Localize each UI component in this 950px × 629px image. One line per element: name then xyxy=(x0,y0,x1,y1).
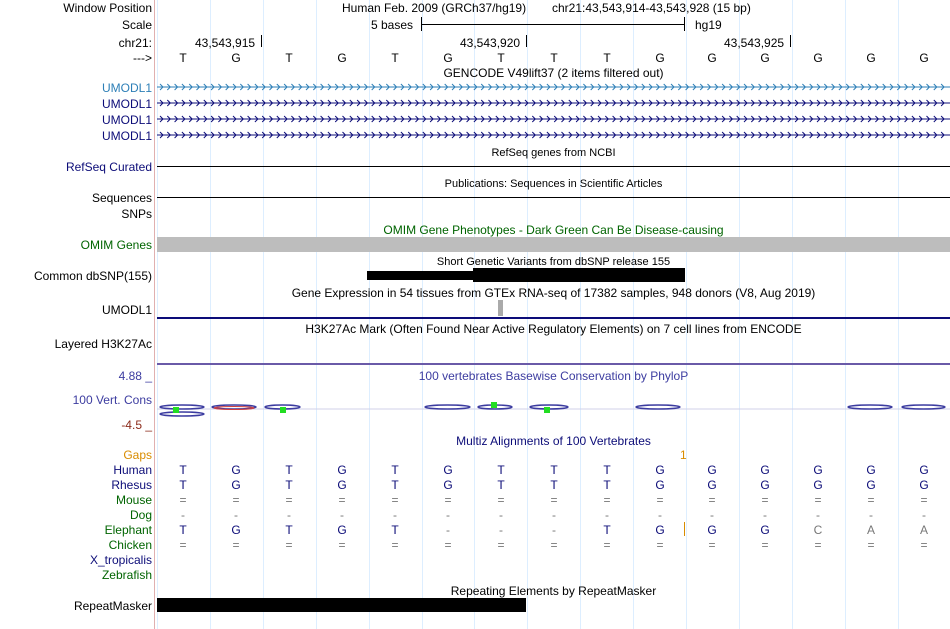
alignment-base: G xyxy=(337,478,347,492)
alignment-base: G xyxy=(866,463,876,477)
phylop-score-mark xyxy=(425,405,470,409)
position-readout: chr21:43,543,914-43,543,928 (15 bp) xyxy=(552,1,751,15)
alignment-base: G xyxy=(231,478,241,492)
alignment-base: - xyxy=(499,508,503,522)
alignment-base: - xyxy=(340,508,344,522)
alignment-base: = xyxy=(338,538,346,552)
alignment-base: T xyxy=(603,478,611,492)
gtex-gene-line xyxy=(157,317,950,319)
strand-label: ---> xyxy=(133,51,152,65)
alignment-base: = xyxy=(285,493,293,507)
scale-label: Scale xyxy=(121,18,152,32)
multiz-title[interactable]: Multiz Alignments of 100 Vertebrates xyxy=(456,434,651,448)
alignment-base: G xyxy=(443,463,453,477)
gencode-item-1[interactable]: UMODL1 xyxy=(101,81,152,95)
alignment-base: T xyxy=(179,523,187,537)
reference-base: G xyxy=(760,51,770,65)
alignment-base: G xyxy=(866,478,876,492)
repeatmasker-title[interactable]: Repeating Elements by RepeatMasker xyxy=(450,584,657,598)
assembly-name: Human Feb. 2009 (GRCh37/hg19) xyxy=(342,1,527,15)
coord-label-2: 43,543,920 xyxy=(460,36,521,50)
alignment-base: T xyxy=(285,478,293,492)
reference-base: T xyxy=(550,51,558,65)
alignment-base: G xyxy=(231,523,241,537)
omim-title[interactable]: OMIM Gene Phenotypes - Dark Green Can Be Disease-causing xyxy=(383,223,724,237)
phylop-peak-mark xyxy=(280,407,286,413)
reference-base: T xyxy=(285,51,293,65)
alignment-base: - xyxy=(658,508,662,522)
reference-base: G xyxy=(919,51,929,65)
alignment-base: = xyxy=(761,538,769,552)
h3k27ac-baseline xyxy=(157,363,950,365)
gencode-item-2[interactable]: UMODL1 xyxy=(101,97,152,111)
alignment-base: G xyxy=(760,523,770,537)
alignment-base: T xyxy=(391,523,399,537)
phylop-top-value: 4.88 _ xyxy=(118,369,152,383)
alignment-base: G xyxy=(655,523,665,537)
publications-label[interactable]: Sequences xyxy=(91,191,152,205)
alignment-base: G xyxy=(760,478,770,492)
alignment-base: - xyxy=(816,508,820,522)
alignment-base: = xyxy=(814,493,822,507)
refseq-label[interactable]: RefSeq Curated xyxy=(65,160,152,174)
reference-base: T xyxy=(497,51,505,65)
phylop-score-mark xyxy=(902,405,945,409)
alignment-base: = xyxy=(497,493,505,507)
phylop-label[interactable]: 100 Vert. Cons xyxy=(72,393,152,407)
phylop-score-mark xyxy=(160,405,204,409)
h3k27ac-label[interactable]: Layered H3K27Ac xyxy=(54,337,152,351)
alignment-base: G xyxy=(707,478,717,492)
alignment-base: = xyxy=(179,493,187,507)
gencode-item-3[interactable]: UMODL1 xyxy=(101,113,152,127)
alignment-base: T xyxy=(550,478,558,492)
phylop-peak-mark xyxy=(173,407,179,413)
snps-label[interactable]: SNPs xyxy=(121,207,152,221)
reference-base: G xyxy=(337,51,347,65)
phylop-peak-mark xyxy=(544,407,550,413)
species-label[interactable]: Human xyxy=(113,463,152,477)
alignment-base: G xyxy=(655,478,665,492)
alignment-base: = xyxy=(232,538,240,552)
alignment-base: = xyxy=(656,493,664,507)
alignment-base: = xyxy=(603,493,611,507)
alignment-base: = xyxy=(391,538,399,552)
alignment-base: G xyxy=(707,523,717,537)
species-label[interactable]: Chicken xyxy=(108,538,152,552)
alignment-base: - xyxy=(869,508,873,522)
scale-text: 5 bases xyxy=(371,18,414,32)
alignment-base: T xyxy=(497,478,505,492)
alignment-base: T xyxy=(391,478,399,492)
repeatmasker-element[interactable] xyxy=(157,598,526,612)
alignment-base: = xyxy=(761,493,769,507)
gaps-label[interactable]: Gaps xyxy=(123,448,152,462)
alignment-base: T xyxy=(179,478,187,492)
alignment-base: G xyxy=(231,463,241,477)
refseq-title[interactable]: RefSeq genes from NCBI xyxy=(491,147,616,159)
alignment-base: = xyxy=(550,538,558,552)
alignment-base: A xyxy=(866,523,875,537)
alignment-base: T xyxy=(179,463,187,477)
alignment-base: G xyxy=(919,478,929,492)
alignment-base: = xyxy=(708,538,716,552)
gencode-item-4[interactable]: UMODL1 xyxy=(101,129,152,143)
alignment-base: - xyxy=(552,523,556,537)
alignment-base: = xyxy=(814,538,822,552)
reference-base: T xyxy=(603,51,611,65)
alignment-base: - xyxy=(710,508,714,522)
coord-label-3: 43,543,925 xyxy=(724,36,785,50)
alignment-base: - xyxy=(763,508,767,522)
alignment-base: G xyxy=(919,463,929,477)
reference-base: G xyxy=(707,51,717,65)
species-label[interactable]: Elephant xyxy=(104,523,152,537)
alignment-base: = xyxy=(444,538,452,552)
reference-base: G xyxy=(866,51,876,65)
phylop-score-mark xyxy=(848,405,892,409)
alignment-base: - xyxy=(287,508,291,522)
alignment-base: - xyxy=(446,508,450,522)
db-name: hg19 xyxy=(695,18,722,32)
alignment-base: G xyxy=(443,478,453,492)
alignment-base: T xyxy=(603,463,611,477)
alignment-base: = xyxy=(708,493,716,507)
alignment-base: = xyxy=(179,538,187,552)
publications-title[interactable]: Publications: Sequences in Scientific Articles xyxy=(444,178,663,190)
alignment-base: G xyxy=(337,463,347,477)
alignment-base: = xyxy=(444,493,452,507)
alignment-base: T xyxy=(285,463,293,477)
phylop-score-mark xyxy=(636,405,680,409)
phylop-peak-mark xyxy=(491,402,497,408)
alignment-base: = xyxy=(497,538,505,552)
dbsnp-label[interactable]: Common dbSNP(155) xyxy=(33,269,152,283)
alignment-base: = xyxy=(232,493,240,507)
alignment-base: G xyxy=(760,463,770,477)
h3k27ac-title[interactable]: H3K27Ac Mark (Often Found Near Active Regulatory Elements) on 7 cell lines from ENCODE xyxy=(305,322,802,336)
alignment-base: = xyxy=(550,493,558,507)
alignment-base: T xyxy=(391,463,399,477)
alignment-base: = xyxy=(391,493,399,507)
refseq-line xyxy=(157,166,950,167)
alignment-base: - xyxy=(552,508,556,522)
dbsnp-title[interactable]: Short Genetic Variants from dbSNP release 155 xyxy=(436,256,671,268)
repeatmasker-label[interactable]: RepeatMasker xyxy=(73,599,152,613)
alignment-base: = xyxy=(920,538,928,552)
alignment-base: T xyxy=(603,523,611,537)
gtex-expression-bar[interactable] xyxy=(498,300,503,316)
omim-bar[interactable] xyxy=(157,237,950,252)
alignment-base: - xyxy=(499,523,503,537)
alignment-base: - xyxy=(393,508,397,522)
species-label[interactable]: Mouse xyxy=(115,493,152,507)
alignment-base: T xyxy=(497,463,505,477)
dbsnp-variant-2[interactable] xyxy=(473,268,685,282)
alignment-base: - xyxy=(446,523,450,537)
alignment-base: = xyxy=(920,493,928,507)
coord-label-1: 43,543,915 xyxy=(195,36,256,50)
species-label[interactable]: Rhesus xyxy=(111,478,152,492)
chrom-label: chr21: xyxy=(118,36,152,50)
gtex-label[interactable]: UMODL1 xyxy=(101,303,152,317)
alignment-base: = xyxy=(285,538,293,552)
alignment-base: - xyxy=(181,508,185,522)
gencode-title[interactable]: GENCODE V49lift37 (2 items filtered out) xyxy=(443,66,664,80)
reference-base: T xyxy=(179,51,187,65)
alignment-base: G xyxy=(813,463,823,477)
reference-base: G xyxy=(655,51,665,65)
phylop-score-mark xyxy=(160,412,204,416)
insertion-marker xyxy=(684,522,685,536)
phylop-title[interactable]: 100 vertebrates Basewise Conservation by PhyloP xyxy=(418,369,689,383)
species-label[interactable]: Zebrafish xyxy=(101,568,152,582)
alignment-base: T xyxy=(285,523,293,537)
alignment-base: G xyxy=(337,523,347,537)
alignment-base: = xyxy=(338,493,346,507)
alignment-base: G xyxy=(655,463,665,477)
alignment-base: C xyxy=(813,523,823,537)
reference-base: G xyxy=(231,51,241,65)
reference-base: G xyxy=(813,51,823,65)
species-label[interactable]: Dog xyxy=(129,508,152,522)
publications-line xyxy=(157,197,950,198)
gaps-marker: 1 xyxy=(680,448,687,462)
reference-base: G xyxy=(443,51,453,65)
gtex-title[interactable]: Gene Expression in 54 tissues from GTEx RNA-seq of 17382 samples, 948 donors (V8, Aug 2019) xyxy=(291,286,816,300)
alignment-base: A xyxy=(919,523,928,537)
alignment-base: G xyxy=(707,463,717,477)
alignment-base: = xyxy=(603,538,611,552)
alignment-base: = xyxy=(867,538,875,552)
omim-label[interactable]: OMIM Genes xyxy=(80,238,152,252)
alignment-base: - xyxy=(605,508,609,522)
reference-base: T xyxy=(391,51,399,65)
alignment-base: T xyxy=(550,463,558,477)
alignment-base: G xyxy=(813,478,823,492)
phylop-bottom-value: -4.5 _ xyxy=(121,418,152,432)
species-label[interactable]: X_tropicalis xyxy=(89,553,152,567)
alignment-base: - xyxy=(234,508,238,522)
window-position-label: Window Position xyxy=(63,1,152,15)
alignment-base: - xyxy=(922,508,926,522)
alignment-base: = xyxy=(867,493,875,507)
alignment-base: = xyxy=(656,538,664,552)
